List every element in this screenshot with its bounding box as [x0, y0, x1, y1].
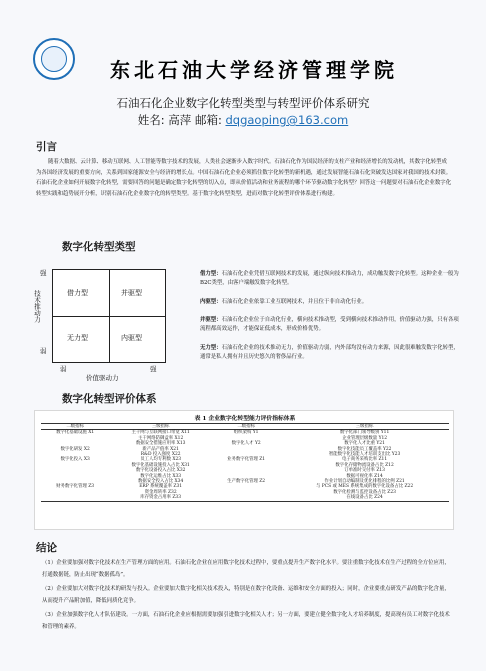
type-desc-weak	[200, 344, 462, 362]
table-body	[41, 430, 449, 501]
table-row	[41, 495, 449, 501]
section-heading-intro: 引言	[36, 141, 57, 153]
conclusion-item: （3）企业加强数字化人才队伍建设。一方面，石油石化企业应根据需要加强引进数字化相关人才；另一方面，要建立健全数字化人才培养制度，提高现有员工对数字化技术和管理的素养。	[42, 612, 450, 630]
table-cell: 主干网与互联网接口带宽 X11	[131, 430, 190, 436]
eval-table-panel	[34, 410, 454, 530]
table-cell: 数字化部门领导级别 Y11	[339, 430, 390, 436]
y-axis-label: 技术推动力	[33, 290, 41, 323]
table-cell: 库存资金占用率 Z33	[109, 495, 212, 501]
table-cell: 订单准时交付率 Z13	[344, 468, 385, 474]
table-cell: R&D 投入强度 X22	[140, 452, 181, 458]
university-logo-icon	[33, 38, 75, 80]
table-cell: 数字化检测与监控设备占比 Z23	[333, 489, 396, 495]
table-cell: 数字化设备投入占比 X32	[135, 468, 186, 474]
quadrant-figure	[52, 269, 166, 363]
type-desc-name: 内驱型：	[200, 299, 222, 305]
table-cell: 在线设备占比 Z24	[280, 495, 449, 501]
y-axis-top: 强	[40, 269, 47, 277]
table-cell: 数字化技能员工覆盖率 Y22	[337, 446, 392, 452]
table-caption: 表 1 企业数字化转型能力评价指标体系	[194, 416, 296, 422]
logo-inner-ring	[41, 46, 67, 72]
type-desc-borrow	[200, 270, 462, 288]
type-desc-internal	[200, 298, 462, 307]
email-link[interactable]: dqgaoping@163.com	[225, 113, 349, 127]
table-cell: 新产品产值率 X21	[142, 446, 179, 452]
type-desc-dual	[200, 316, 462, 334]
conclusion-item: （2）企业要加大对数字化技术的研发与投入。企业要加大数字化相关技术投入，特别是在数字化设备、运维和安全方面的投入；同时，企业要重点研发产品的数字化含量，从而提升产品附加值，降低同质化竞争。	[42, 586, 450, 604]
author-name: 姓名: 高萍 邮箱:	[137, 113, 226, 127]
table-cell: 数字化基础设施投入占比 X31	[131, 462, 190, 468]
type-desc-text: 石油石化企业依靠工业互联网技术，并且位于非自动化行业。	[221, 299, 368, 305]
table-cell	[41, 495, 109, 501]
table-cell: 数字化人才 Y2	[231, 441, 261, 447]
logo-mark	[46, 51, 62, 67]
table-cell: 数据安全措施应用率 X13	[135, 441, 186, 447]
table-cell	[212, 495, 280, 501]
y-axis-bottom: 弱	[40, 347, 47, 355]
x-axis-label: 价值驱动力	[86, 374, 119, 382]
poster-title: 石油石化企业数字化转型类型与转型评价体系研究	[116, 96, 370, 110]
school-name: 东北石油大学经济管理学院	[110, 58, 398, 82]
section-heading-types: 数字化转型类型	[62, 241, 136, 253]
eval-table	[41, 423, 449, 502]
table-cell: 数字化投入 X3	[60, 457, 90, 463]
table-header-cell: 二级指标	[41, 424, 109, 430]
x-axis-left: 弱	[60, 365, 67, 373]
type-desc-name: 无力型：	[200, 345, 222, 351]
type-desc-text: 石油石化企业的技术推动无力，价值驱动力弱，内外部均没有动力来源，因此很难触发数字化转型，通常是私人拥有并且历史悠久的奢侈品行业。	[200, 345, 459, 360]
type-desc-text: 石油石化企业位于自动化行业，横向技术推动型，受到横向技术推动作用，价值驱动力强，只有各项流程都高效运作，才能保证低成本，形成价格优势。	[200, 317, 459, 332]
table-cell: 员工人均专利数 X23	[140, 457, 182, 463]
table-cell: 数字化人才比重 Y21	[344, 441, 385, 447]
quadrant-cell-borrow: 借力型	[67, 289, 88, 297]
table-cell: 电子商务采购比率 Z11	[341, 457, 388, 463]
section-heading-conclusion: 结论	[36, 542, 57, 554]
table-cell: 企业管理层级数量 Y12	[342, 435, 388, 441]
table-cell: 组织架构 Y1	[233, 430, 259, 436]
table-cell: 作业计划自动编制及优化排程的比例 Z21	[324, 479, 405, 485]
table-cell: ERP 系统覆盖率 Z31	[139, 484, 183, 490]
table-cell: 生产数字化管理 Z2	[227, 479, 266, 485]
quadrant-cell-dual: 并驱型	[121, 289, 142, 297]
poster-header	[0, 0, 486, 140]
table-cell: 资金周转率 Z32	[144, 489, 177, 495]
table-header-cell: 二级指标	[212, 424, 280, 430]
table-cell: 数字化基础设施 X1	[56, 430, 95, 436]
table-cell: 智能数字化技能人才培训支出比 Y23	[328, 452, 401, 458]
intro-paragraph: 随着大数据、云计算、移动互联网、人工智能等数字技术的发展，人类社会逐渐步入数字时代。石油石化作为国民经济的支柱产业和经济增长的发动机，其数字化转型成为各国经济发展的重要方向，关系到国家能源安全与经济的增长点。中国石油石化企业必须抓住数字化转型的新机遇，通过发展智能石油石化突破发达国家对我国的技术封锁。石油石化企业如何开展数字化转型，需要回答的问题是确定数字化转型的切入点，即从价值活动和业务流程的哪个环节驱动数字化转型？回答这一问题要对石油石化企业数字化转型实践和趋势展开分析，识别石油石化企业数字化的转型类型。基于数字化转型类型，进而对数字化转型评价体系进行构建。	[36, 159, 452, 197]
table-cell: 数字化存储物流设备占比 Z12	[335, 462, 394, 468]
section-heading-eval: 数字化转型评价体系	[62, 393, 157, 405]
table-cell: 数据安全投入占比 X34	[138, 479, 184, 485]
table-cell: 数据可视化率 Z14	[346, 473, 383, 479]
author-line	[0, 112, 486, 128]
table-cell: 数字化运维占比 X33	[140, 473, 182, 479]
quadrant-horizontal-divider	[53, 316, 165, 317]
type-desc-name: 并驱型：	[200, 317, 222, 323]
table-header-cell: 三级指标	[280, 424, 449, 430]
table-cell: 业务数字化管理 Z1	[227, 457, 266, 463]
table-cell: 主干网络防御盒率 X12	[138, 435, 184, 441]
quadrant-cell-internal: 内驱型	[121, 334, 142, 342]
conclusion-item: （1）企业要加强对数字化技术在生产管理方面的应用。石油石化企业在应用数字化技术过程中，要重点提升生产数字化水平。要注重数字化技术在生产过程的全方位应用，打通数据链，防止出现“数据孤岛”。	[42, 560, 450, 578]
table-header-cell: 三级指标	[109, 424, 212, 430]
type-desc-name: 借力型：	[200, 271, 222, 277]
x-axis-right: 强	[150, 365, 157, 373]
table-cell: 财务数字化管理 Z3	[56, 484, 95, 490]
type-desc-text: 石油石化企业凭借互联网技术的发展，通过纵向技术推动力，成功触发数字化转型。这种企业一般为B2C类型，由客户端触发数字化转型。	[200, 271, 459, 286]
quadrant-cell-weak: 无力型	[67, 334, 88, 342]
table-cell: 数字化研发 X2	[60, 446, 90, 452]
table-cell: 与 PCS 或 MES 系统集成的数字化设备占比 Z22	[316, 484, 414, 490]
